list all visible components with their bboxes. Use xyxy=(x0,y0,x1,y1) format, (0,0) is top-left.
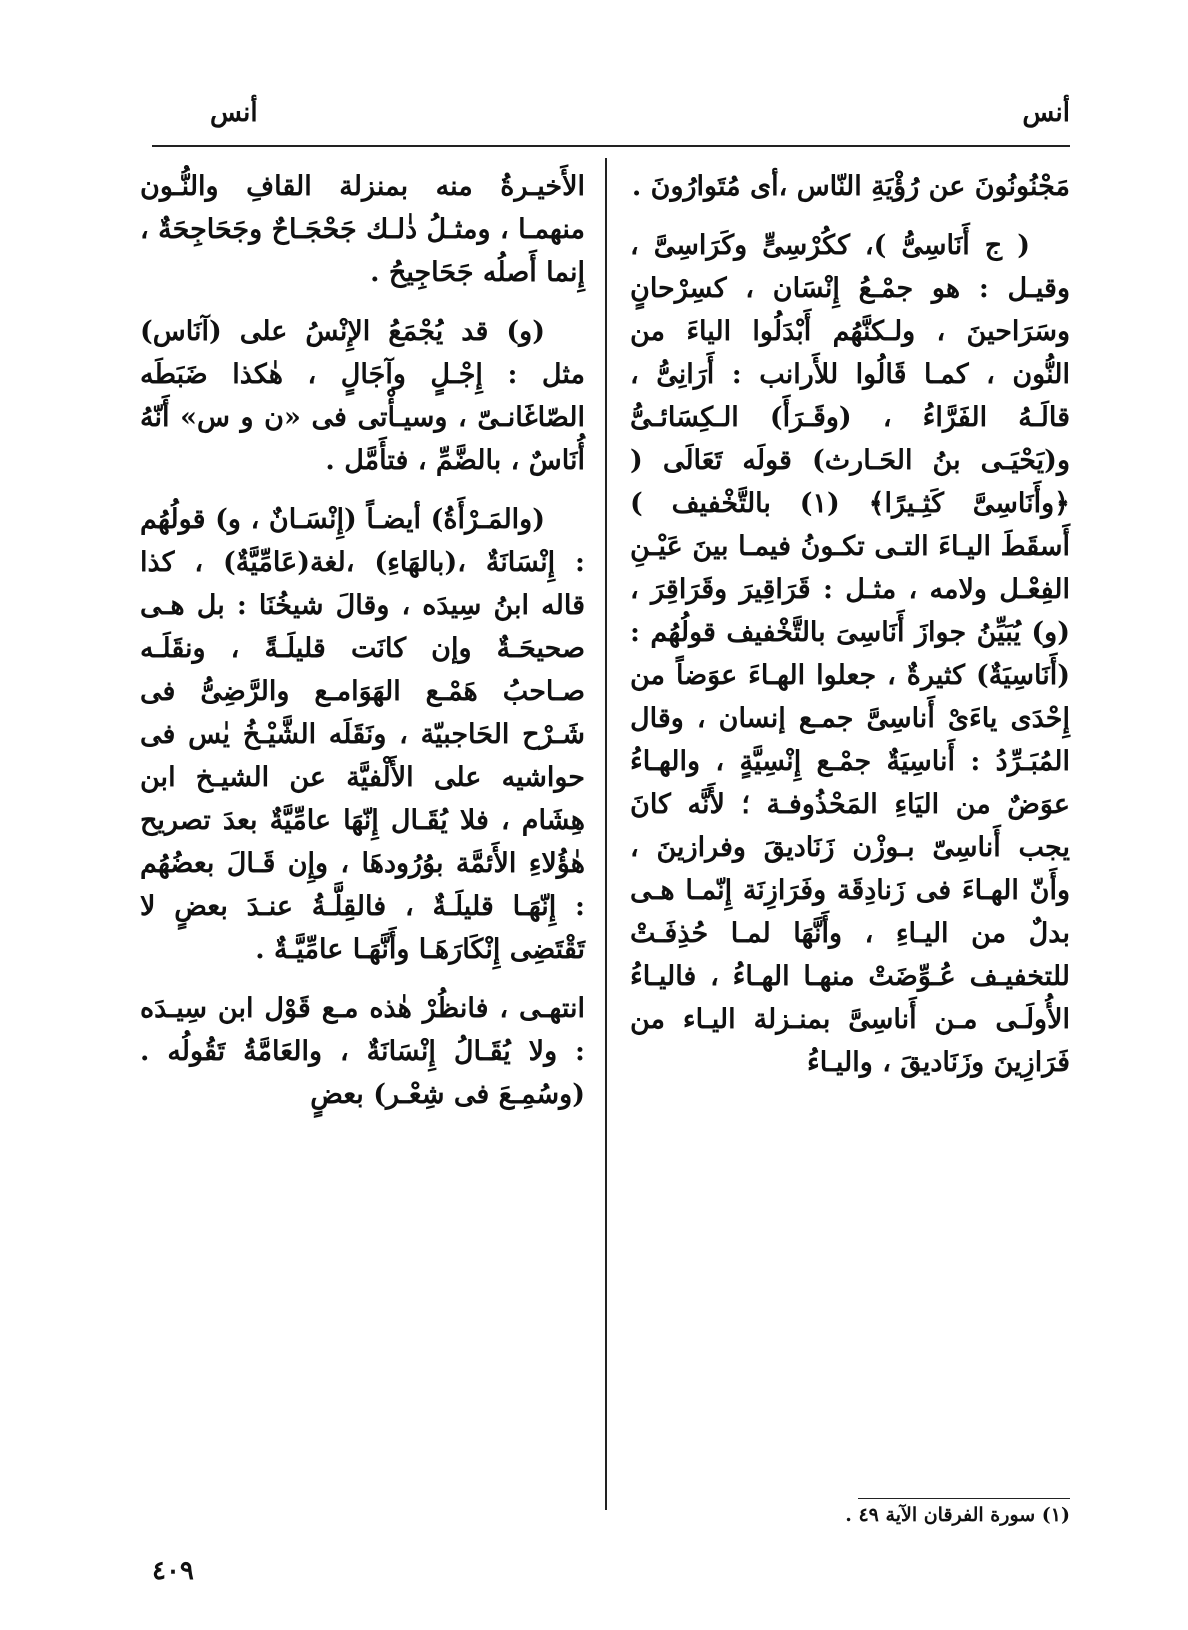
running-headword-left: أنس xyxy=(210,98,258,128)
footnote-rule xyxy=(858,1498,1070,1499)
paragraph: ( ج أَنَاسِىُّ )، ككُرْسِىٍّ وكَرَاسِىَّ ، وقيـل : هو جمْـعُ إِنْسَان ، كسِرْحانٍ وسَرَاحينَ ، ولـكنَّهُم أَبْدَلُوا الياءَ من النُّون ، كمـا قَالُوا للأَرانب : أَرَانِىُّ ، قالَـهُ الفَرَّاءُ ، (وقَـرَأَ) الـكِسَائـىُّ و(يَحْيَـى بنُ الحَـارث) قولَه تَعَالَى ( ﴿وأَنَاسِىَّ كَثِـيرًا﴾ (١) بالتَّخْفيف ) أَسقَطَ اليـاءَ التـى تكـونُ فيمـا بينَ عَيْـنِ الفِعْـل ولامه ، مثـل : قَرَاقِيرَ وقَرَاقِرَ ،(و) يُبَيِّنُ جوازَ أَنَاسِىَ بالتَّخْفيف قولُهُم : (أَنَاسِيَةٌ) كثيرةٌ ، جعلوا الهـاءَ عوَضاً من إِحْدَى ياءَىْ أَناسِىَّ جمـع إنسان ، وقال المُبَـرِّدُ : أَناسِيَةٌ جمْـع إِنْسِيَّةٍ ، والهـاءُ عوَضٌ من اليَاءِ المَحْذُوفـة ؛ لأَنَّه كانَ يجب أَناسِىّ بـوزْن زَنَاديقَ وفرازينَ ، وأَنّ الهـاءَ فى زَنادِقَة وفَرَازِنَة إِنّمـا هـى بدلٌ من اليـاءِ ، وأَنَّهَا لمـا حُذِفَـتْ للتخفيـف عُـوِّضَتْ منهـا الهـاءُ ، فاليـاءُ الأُولَـى مـن أَناسِىَّ بمنـزلة اليـاء من فَرَازِينَ وزَنَاديقَ ، واليـاءُ xyxy=(630,230,1070,1078)
header-rule xyxy=(152,145,1070,147)
page-number: ٤٠٩ xyxy=(152,1556,194,1586)
right-column xyxy=(630,165,1070,1100)
paragraph: الأَخيـرةُ منه بمنزلة القافِ والنُّـون منهمـا ، ومثـلُ ذٰلـك جَحْجَـاحٌ وجَحَاجِحَةٌ ، إِنما أَصلُه جَحَاجِيحُ . xyxy=(140,171,585,288)
column-divider xyxy=(605,158,607,1510)
paragraph: انتهـى ، فانظُرْ هٰذه مـع قَوْل ابن سِيـدَه : ولا يُقَـالُ إِنْسَانَةٌ ، والعَامَّةُ تَقُولُه . (وسُمِـعَ فى شِعْـر) بعضٍ xyxy=(140,993,585,1110)
paragraph: (والمَـرْأَةُ) أيضـاً (إِنْسَـانٌ ، و) قولُهُم : إِنْسَانَةٌ ،(بالهَاءِ) ،لغة(عَامِّيَّةٌ) ، كذا قاله ابنُ سِيدَه ، وقالَ شيخُنَا : بل هـى صحيحَـةٌ وإن كانَت قليلَـةً ، ونقَلَـه صـاحبُ هَمْـع الهَوَامـع والرَّضِىُّ فى شَـرْح الحَاجبيّة ، ونَقَلَه الشَّيْـخُ يٰس فى حواشيه على الأَلْفيَّة عن الشيـخ ابن هِشَام ، فلا يُقَـال إِنّهَا عامِّيَّةٌ بعدَ تصريح هٰؤُلاءِ الأَئمَّة بوُرُودهَا ، وإِن قَـالَ بعضُهُم : إِنّهَـا قليلَـةٌ ، فالقِلَّـةُ عنـدَ بعضٍ لا تَقْتَضِى إِنْكَارَهَـا وأَنَّهَـا عامِّيَّـةٌ . xyxy=(140,504,585,965)
footnote: (١) سورة الفرقان الآية ٤٩ . xyxy=(845,1504,1070,1526)
page-header xyxy=(150,98,1070,138)
running-headword-right: أنس xyxy=(1022,98,1070,128)
left-column xyxy=(140,165,585,1132)
paragraph: (و) قد يُجْمَعُ الإِنْسُ على (آنَاس) مثل : إِجْـلٍ وآجَالٍ ، هٰكذا ضَبَطَه الصّاغَانـىّ ، وسيـأْتى فى «ن و س» أَنّهُ أُنَاسٌ ، بالضَّمِّ ، فتأَمَّل . xyxy=(140,316,585,476)
paragraph: مَجْنُونُونَ عن رُؤْيَةِ النّاس ،أى مُتَوارُونَ . xyxy=(631,171,1070,202)
